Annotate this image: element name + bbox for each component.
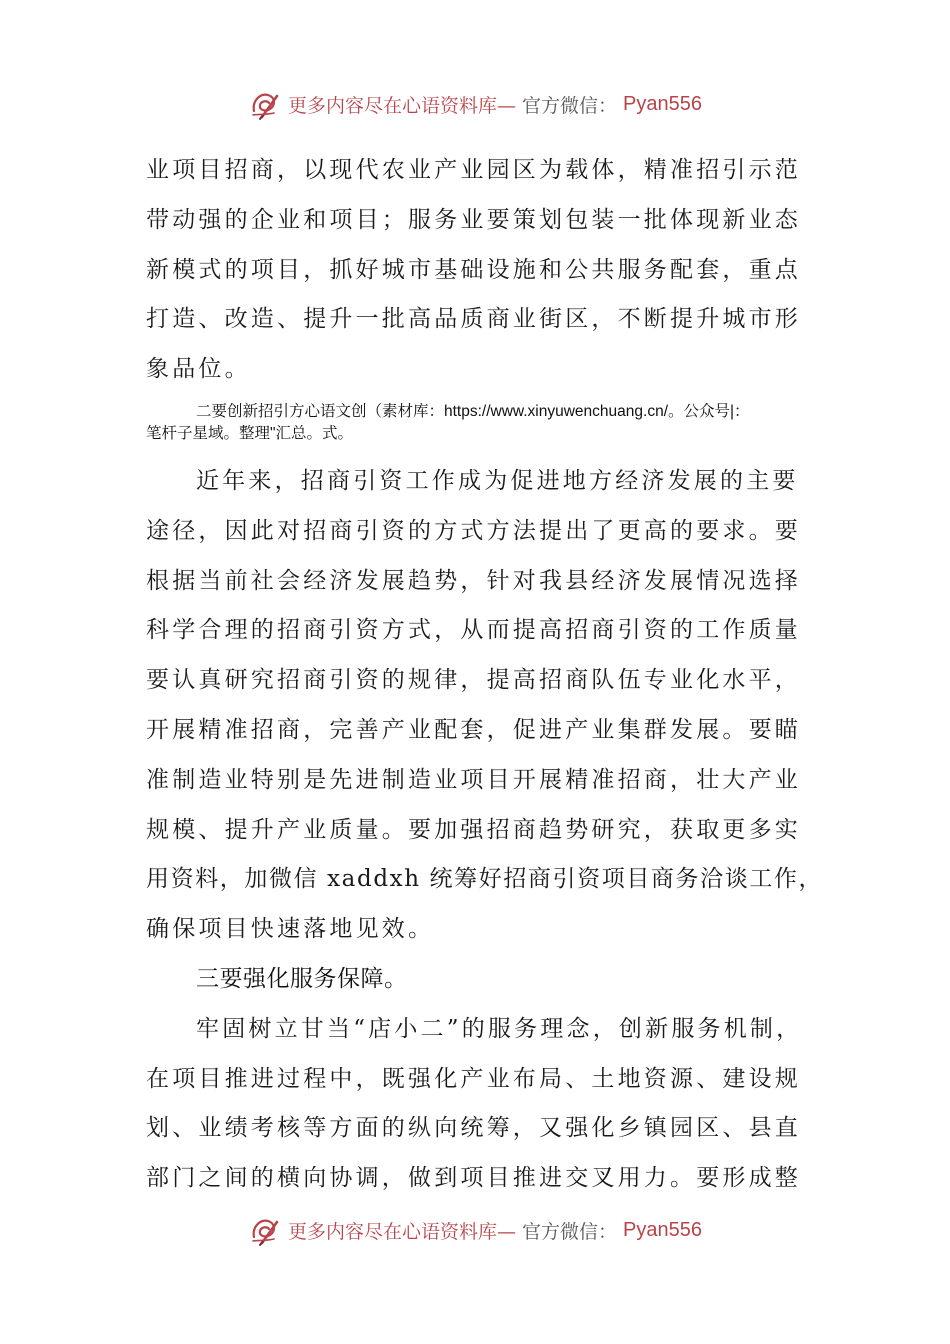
- banner-wechat-label: 官方微信：: [522, 1220, 618, 1243]
- text-line: 打造、改造、提升一批高品质商业街区，不断提升城市形: [146, 306, 801, 333]
- text-line: 牢固树立甘当“店小二”的服务理念，创新服务机制，: [196, 1015, 803, 1042]
- banner-main-text: 更多内容尽在心语资料库—: [288, 94, 517, 117]
- text-line: 根据当前社会经济发展趋势，针对我县经济发展情况选择: [146, 567, 801, 594]
- text-line: 开展精准招商，完善产业配套，促进产业集群发展。要瞄: [146, 716, 801, 743]
- banner-wechat-id: Pyan556: [623, 92, 702, 115]
- header-banner: [0, 84, 950, 124]
- paragraph-1: [146, 146, 818, 395]
- paragraph-2: [146, 457, 824, 955]
- banner-wechat-label: 官方微信：: [522, 94, 618, 117]
- text-line: 用资料，加微信 xaddxh 统筹好招商引资项目商务洽谈工作，: [146, 866, 824, 893]
- text-line: 要认真研究招商引资的规律，提高招商队伍专业化水平，: [146, 667, 801, 694]
- text-line: 科学合理的招商引资方式，从而提高招商引资的工作质量: [146, 617, 801, 644]
- source-note-line: 笔杆子星域。整理"汇总。式。: [146, 424, 354, 442]
- text-line: 近年来，招商引资工作成为促进地方经济发展的主要: [196, 467, 799, 494]
- text-line: 在项目推进过程中，既强化产业布局、土地资源、建设规: [146, 1065, 801, 1092]
- paragraph-3: [146, 1005, 818, 1204]
- text-line: 业项目招商，以现代农业产业园区为载体，精准招引示范: [146, 157, 801, 183]
- source-note: [146, 401, 826, 445]
- signature-pen-icon: [248, 87, 282, 121]
- document-body: [146, 146, 824, 1204]
- text-line: 象品位。: [146, 356, 251, 383]
- text-line: 途径，因此对招商引资的方式方法提出了更高的要求。要: [146, 517, 801, 544]
- footer-banner: [0, 1210, 950, 1250]
- text-line: 新模式的项目，抓好城市基础设施和公共服务配套，重点: [146, 256, 801, 283]
- text-line: 规模、提升产业质量。要加强招商趋势研究，获取更多实: [146, 816, 801, 843]
- source-note-line: 二要创新招引方心语文创（素材库：https://www.xinyuwenchuang.cn/。公众号|：: [196, 402, 750, 420]
- banner-main-text: 更多内容尽在心语资料库—: [288, 1220, 517, 1243]
- signature-pen-icon: [248, 1213, 282, 1247]
- text-line: 带动强的企业和项目；服务业要策划包装一批体现新业态: [146, 206, 801, 233]
- text-line: 确保项目快速落地见效。: [146, 916, 435, 943]
- text-line: 划、业绩考核等方面的纵向统筹，又强化乡镇园区、县直: [146, 1115, 801, 1142]
- section-heading: 三要强化服务保障。: [196, 965, 408, 992]
- text-line: 部门之间的横向协调，做到项目推进交叉用力。要形成整: [146, 1165, 801, 1192]
- text-line: 准制造业特别是先进制造业项目开展精准招商，壮大产业: [146, 766, 801, 793]
- banner-wechat-id: Pyan556: [623, 1218, 702, 1241]
